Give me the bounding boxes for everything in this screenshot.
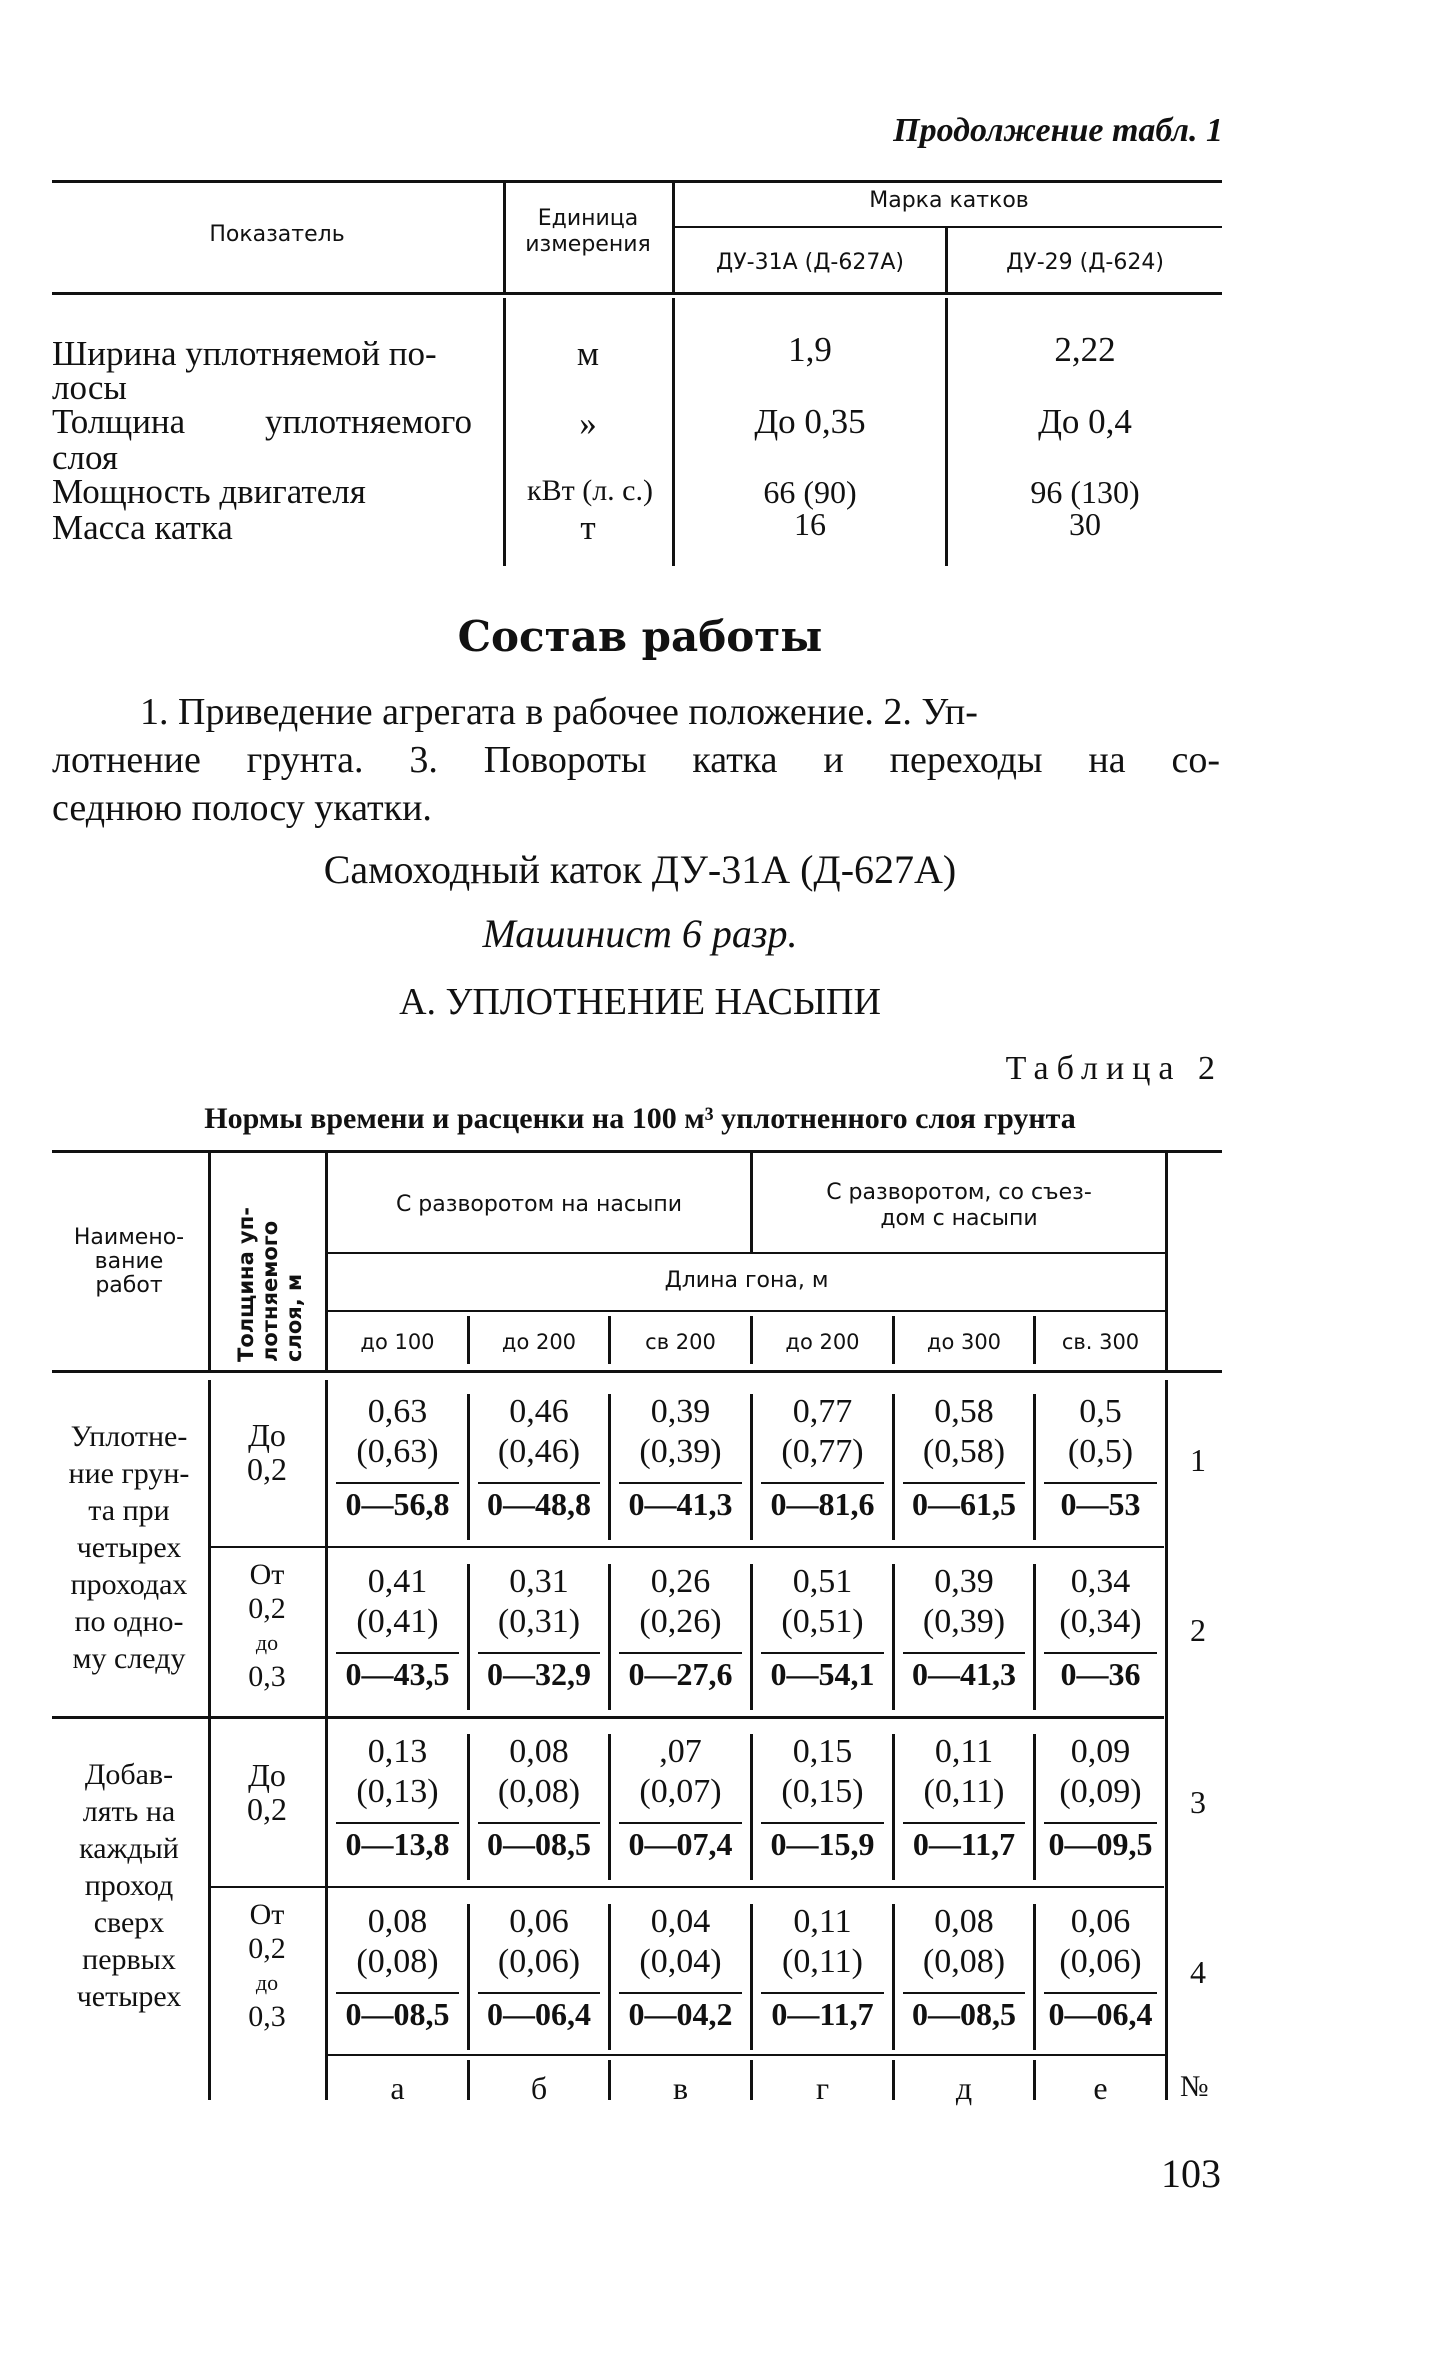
rate: 0—09,5 — [1048, 1826, 1153, 1862]
table2-cell — [753, 1902, 892, 2034]
table1-cell-value: 16 — [794, 506, 826, 542]
table2-cell — [895, 1562, 1033, 1694]
table2-col-divider — [1033, 1564, 1036, 1710]
table2-cell — [753, 1732, 892, 1864]
table1-cell-unit: кВт (л. с.) — [527, 474, 653, 507]
rate: 0—53 — [1060, 1486, 1141, 1522]
rate: 0—08,5 — [345, 1996, 450, 2032]
table2-cell — [753, 1392, 892, 1524]
norm-time: 0,08 — [367, 1903, 428, 1940]
table1-header-model1: ДУ-31А (Д-627А) — [716, 250, 904, 275]
table1-subheader-rule — [675, 226, 1222, 228]
fraction-line — [761, 1992, 884, 1994]
table2-cell — [1036, 1562, 1165, 1694]
table2-cell — [1036, 1902, 1165, 2034]
table2-label: Таблица 2 — [1005, 1050, 1223, 1087]
norm-time-alt: (0,11) — [923, 1773, 1005, 1810]
norm-time: 0,58 — [934, 1393, 994, 1430]
table2-cell — [611, 1562, 750, 1694]
rate: 0—32,9 — [487, 1656, 591, 1692]
table1-cell-value: 30 — [1069, 506, 1101, 542]
norm-time: 0,09 — [1070, 1733, 1131, 1770]
table2-cell — [328, 1902, 467, 2034]
rate: 0—15,9 — [770, 1826, 875, 1862]
fraction-line — [903, 1652, 1025, 1654]
fraction-line — [478, 1822, 600, 1824]
norm-time-alt: (0,77) — [781, 1433, 864, 1470]
table2-col-divider — [892, 1564, 895, 1710]
rate: 0—07,4 — [628, 1826, 733, 1862]
table2-cell — [470, 1562, 608, 1694]
norm-time-alt: (0,15) — [781, 1773, 864, 1810]
table2-cell — [753, 1562, 892, 1694]
table2-header-work-name: Наимено- вание работ — [73, 1225, 185, 1298]
norm-time: 0,63 — [367, 1393, 428, 1430]
fraction-line — [336, 1482, 459, 1484]
table1-header-unit: Единица измерения — [525, 206, 651, 257]
table2-header-length: Длина гона, м — [664, 1268, 829, 1293]
table2-row-number: 2 — [1190, 1612, 1206, 1648]
norm-time-alt: (0,08) — [922, 1943, 1006, 1980]
table1-top-rule — [52, 180, 1222, 183]
norm-time: 0,15 — [792, 1733, 853, 1770]
table2-col-divider — [608, 1394, 611, 1540]
table2-header-thickness: Толщина уп- лотняемого слоя, м — [234, 1207, 306, 1362]
fraction-line — [478, 1992, 600, 1994]
norm-time-alt: (0,31) — [497, 1603, 581, 1640]
table2-header-group1: С разворотом на насыпи — [395, 1192, 683, 1217]
rate: 0—11,7 — [912, 1826, 1016, 1862]
norm-time: 0,5 — [1079, 1393, 1122, 1430]
fraction-line — [478, 1652, 600, 1654]
norm-time-alt: (0,5) — [1067, 1433, 1134, 1470]
table2-col-header: св 200 — [645, 1330, 716, 1354]
table2-col-divider — [892, 1734, 895, 1880]
table2-cell — [611, 1392, 750, 1524]
norm-time-alt: (0,07) — [639, 1773, 722, 1810]
table1-header-indicator: Показатель — [209, 222, 345, 247]
norm-time: 0,06 — [1070, 1903, 1131, 1940]
norm-time: 0,11 — [793, 1903, 852, 1940]
work-line: седнюю полосу укатки. — [52, 787, 432, 829]
norm-time: 0,08 — [934, 1903, 994, 1940]
table2-col-divider — [467, 1564, 470, 1710]
table2-col-divider — [467, 1734, 470, 1880]
rate: 0—06,4 — [1048, 1996, 1153, 2032]
fraction-line — [1044, 1482, 1157, 1484]
table2-footer-letter: а — [390, 2070, 405, 2106]
fraction-line — [1044, 1992, 1157, 1994]
norm-time-alt: (0,51) — [781, 1603, 864, 1640]
table2-col-divider — [1033, 1734, 1036, 1880]
table2-col-header: св. 300 — [1061, 1330, 1140, 1354]
table2-col-divider — [1033, 1394, 1036, 1540]
table1-cell-value: До 0,4 — [1038, 402, 1132, 441]
table1-cell-unit: м — [576, 334, 600, 373]
norm-time-alt: (0,08) — [497, 1773, 581, 1810]
norm-time: 0,08 — [509, 1733, 569, 1770]
rate: 0—36 — [1060, 1656, 1141, 1692]
norm-time-alt: (0,08) — [356, 1943, 439, 1980]
table2-row-number: 4 — [1190, 1954, 1206, 1990]
rate: 0—43,5 — [345, 1656, 450, 1692]
fraction-line — [761, 1652, 884, 1654]
table1-row-label: Масса катка — [52, 508, 233, 547]
table2-thickness-cell: До 0,2 — [247, 1417, 287, 1487]
table1-cell-value: 2,22 — [1054, 330, 1116, 369]
norm-time-alt: (0,63) — [356, 1433, 439, 1470]
rate: 0—04,2 — [628, 1996, 733, 2032]
table2-cell — [1036, 1392, 1165, 1524]
section-title: А. УПЛОТНЕНИЕ НАСЫПИ — [399, 981, 881, 1023]
continuation-label: Продолжение табл. 1 — [893, 112, 1223, 149]
table2-footer-letter: е — [1093, 2070, 1108, 2106]
table2-cell — [328, 1392, 467, 1524]
work-line: лотнение грунта. 3. Повороты катка и переходы на со- — [52, 739, 1220, 781]
norm-time: 0,11 — [934, 1733, 994, 1770]
table2-footer-num: № — [1180, 2070, 1209, 2103]
table2-col-header: до 200 — [785, 1330, 860, 1354]
fraction-line — [336, 1822, 459, 1824]
table1-cell-value: До 0,35 — [754, 402, 866, 441]
fraction-line — [619, 1652, 742, 1654]
norm-time-alt: (0,58) — [922, 1433, 1006, 1470]
table2-footer-letter: г — [815, 2070, 830, 2106]
norm-time: 0,31 — [509, 1563, 569, 1600]
fraction-line — [1044, 1652, 1157, 1654]
operator-title: Машинист 6 разр. — [482, 911, 798, 956]
fraction-line — [619, 1482, 742, 1484]
table2-header-group2: С разворотом, со съез- дом с насыпи — [826, 1180, 1092, 1231]
fraction-line — [336, 1992, 459, 1994]
table1-cell-unit: т — [580, 508, 596, 547]
rate: 0—41,3 — [912, 1656, 1016, 1692]
table1-row-label: Ширина уплотняемой по- — [52, 334, 437, 373]
norm-time-alt: (0,46) — [497, 1433, 581, 1470]
table2-cell — [895, 1732, 1033, 1864]
rate: 0—08,5 — [487, 1826, 591, 1862]
table2-col-divider — [750, 1904, 753, 2050]
table1-cell-value: 96 (130) — [1030, 474, 1140, 510]
table1-header-model2: ДУ-29 (Д-624) — [1006, 250, 1164, 275]
norm-time-alt: (0,41) — [356, 1603, 439, 1640]
table2-footer-letter: в — [672, 2070, 689, 2106]
table2-cell — [328, 1562, 467, 1694]
rate: 0—54,1 — [770, 1656, 875, 1692]
table2-col-header: до 100 — [360, 1330, 435, 1354]
table2-cell — [611, 1732, 750, 1864]
work-line: 1. Приведение агрегата в рабочее положение. 2. Уп- — [140, 691, 978, 733]
table2-thickness-cell: До 0,2 — [247, 1757, 287, 1827]
rate: 0—61,5 — [912, 1486, 1016, 1522]
table1-row-label: слоя — [52, 438, 118, 477]
table2-col-divider — [750, 1734, 753, 1880]
norm-time: 0,51 — [792, 1563, 853, 1600]
table2-col-divider — [467, 1394, 470, 1540]
table1-row-label: Толщина уплотняемого — [52, 402, 472, 441]
rate: 0—56,8 — [345, 1486, 450, 1522]
norm-time: 0,04 — [650, 1903, 711, 1940]
norm-time-alt: (0,39) — [639, 1433, 722, 1470]
rate: 0—81,6 — [770, 1486, 875, 1522]
rate: 0—08,5 — [912, 1996, 1016, 2032]
norm-time-alt: (0,04) — [639, 1943, 722, 1980]
norm-time: 0,13 — [367, 1733, 428, 1770]
table1-cell-unit: » — [579, 404, 597, 443]
norm-time: 0,46 — [509, 1393, 569, 1430]
table2-row-number: 1 — [1190, 1442, 1206, 1478]
table2-top-rule — [52, 1150, 1222, 1153]
norm-time: 0,26 — [650, 1563, 711, 1600]
norm-time: 0,34 — [1070, 1563, 1131, 1600]
fraction-line — [1044, 1822, 1157, 1824]
table1-cell-value: 1,9 — [788, 330, 832, 369]
table2-col-divider — [750, 1394, 753, 1540]
norm-time-alt: (0,06) — [497, 1943, 581, 1980]
table2-col-header: до 200 — [501, 1330, 577, 1354]
norm-time: ,07 — [659, 1733, 702, 1770]
fraction-line — [761, 1822, 884, 1824]
table2-caption: Нормы времени и расценки на 100 м³ уплотненного слоя грунта — [204, 1102, 1076, 1135]
table2-cell — [470, 1732, 608, 1864]
table2-col-divider — [892, 1394, 895, 1540]
table2-cell — [470, 1392, 608, 1524]
rate: 0—11,7 — [771, 1996, 874, 2032]
norm-time-alt: (0,11) — [782, 1943, 863, 1980]
rate: 0—48,8 — [487, 1486, 591, 1522]
table1-row-label: лосы — [52, 368, 127, 407]
table2-cell — [470, 1902, 608, 2034]
norm-time-alt: (0,09) — [1059, 1773, 1142, 1810]
table2-row-number: 3 — [1190, 1784, 1206, 1820]
fraction-line — [336, 1652, 459, 1654]
table2-group-label: Добав- лять на каждый проход сверх первых четырех — [76, 1758, 182, 2013]
table2-col-header: до 300 — [926, 1330, 1002, 1354]
table2-col-divider — [1033, 1904, 1036, 2050]
table1-header-rule — [52, 292, 1222, 295]
roller-title: Самоходный каток ДУ-31А (Д-627А) — [323, 847, 957, 892]
fraction-line — [619, 1822, 742, 1824]
table2-group-rule — [52, 1716, 1164, 1719]
fraction-line — [761, 1482, 884, 1484]
table2-thickness-cell: От 0,2 до 0,3 — [248, 1558, 286, 1693]
table1-row-label: Мощность двигателя — [52, 472, 366, 511]
table2-cell — [895, 1902, 1033, 2034]
norm-time: 0,39 — [650, 1393, 711, 1430]
table2-col-divider — [467, 1904, 470, 2050]
fraction-line — [619, 1992, 742, 1994]
table2-col-divider — [608, 1734, 611, 1880]
norm-time-alt: (0,34) — [1059, 1603, 1142, 1640]
fraction-line — [903, 1482, 1025, 1484]
table2-group-label: Уплотне- ние грун- та при четырех проходах по одно- му следу — [68, 1420, 190, 1675]
table2-thickness-cell: От 0,2 до 0,3 — [248, 1898, 286, 2033]
norm-time-alt: (0,39) — [922, 1603, 1006, 1640]
norm-time: 0,41 — [367, 1563, 428, 1600]
table2-footer-letter: б — [530, 2070, 548, 2106]
norm-time: 0,06 — [509, 1903, 569, 1940]
fraction-line — [903, 1992, 1025, 1994]
rate: 0—13,8 — [345, 1826, 450, 1862]
norm-time-alt: (0,06) — [1059, 1943, 1142, 1980]
table2-footer-letter: д — [955, 2070, 973, 2106]
norm-time-alt: (0,26) — [639, 1603, 722, 1640]
table2-col-divider — [750, 1564, 753, 1710]
table2-cell — [328, 1732, 467, 1864]
table2-cell — [1036, 1732, 1165, 1864]
rate: 0—41,3 — [628, 1486, 733, 1522]
norm-time: 0,77 — [792, 1393, 853, 1430]
norm-time: 0,39 — [934, 1563, 994, 1600]
table2-header-rule — [52, 1370, 1222, 1373]
fraction-line — [478, 1482, 600, 1484]
page-number: 103 — [1161, 2151, 1221, 2196]
table2-col-divider — [608, 1564, 611, 1710]
rate: 0—27,6 — [628, 1656, 733, 1692]
table2-col-divider — [608, 1904, 611, 2050]
table1-cell-value: 66 (90) — [763, 474, 857, 510]
rate: 0—06,4 — [487, 1996, 591, 2032]
table2-cell — [895, 1392, 1033, 1524]
norm-time-alt: (0,13) — [356, 1773, 439, 1810]
table2-cell — [611, 1902, 750, 2034]
work-title: Состав работы — [457, 612, 823, 661]
table1-header-brand: Марка катков — [869, 188, 1029, 213]
table2-col-divider — [892, 1904, 895, 2050]
fraction-line — [903, 1822, 1025, 1824]
